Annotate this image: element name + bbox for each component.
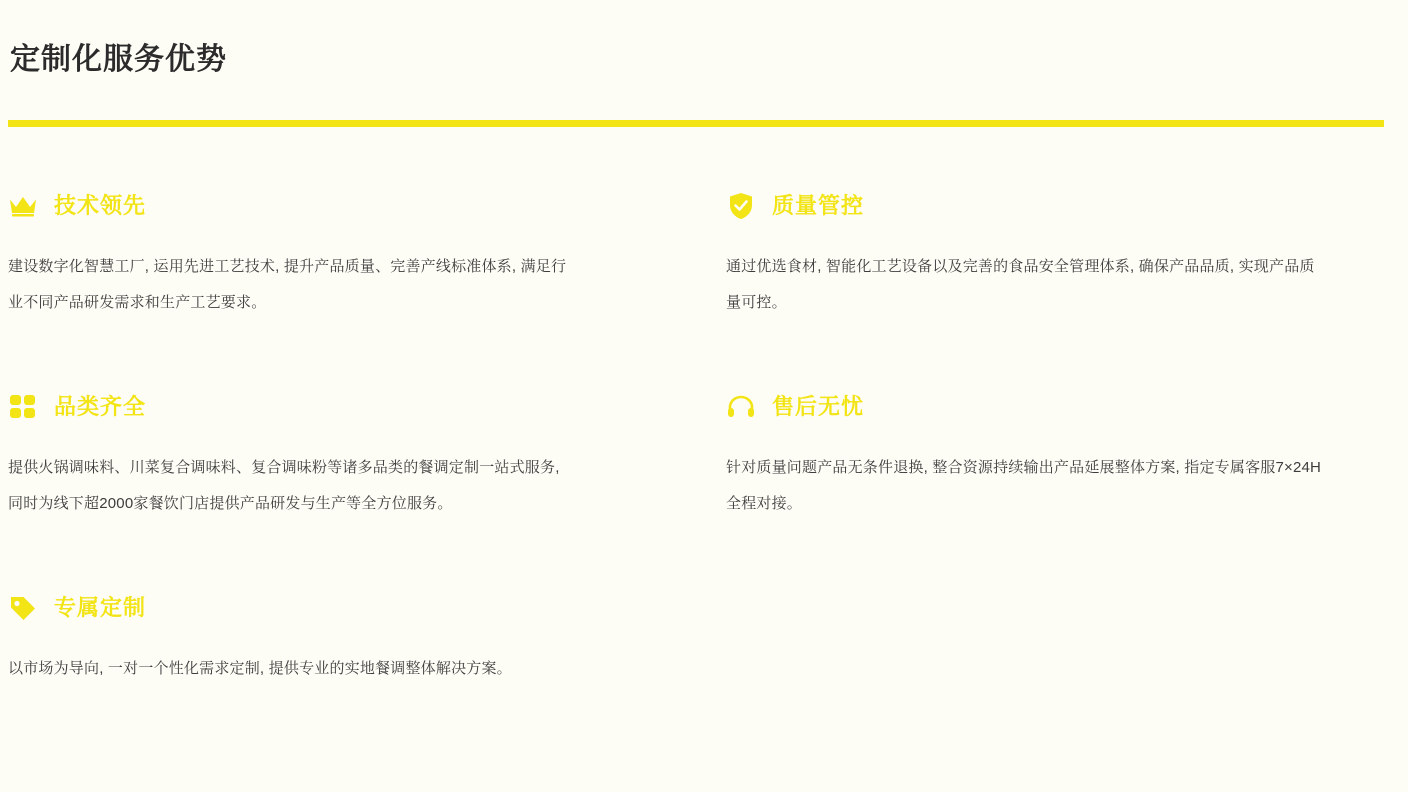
headset-icon (726, 392, 756, 422)
feature-title: 质量管控 (772, 193, 865, 218)
feature-item (8, 591, 726, 792)
page-title: 定制化服务优势 (10, 43, 227, 76)
title-underline-rule (8, 120, 1384, 127)
feature-header (8, 591, 686, 625)
tag-icon (8, 593, 38, 623)
feature-grid (8, 189, 1400, 792)
feature-item (8, 189, 726, 390)
feature-header (726, 390, 1344, 424)
feature-title: 专属定制 (54, 595, 147, 620)
feature-title: 品类齐全 (54, 394, 147, 419)
feature-header (8, 189, 686, 223)
feature-header (8, 390, 686, 424)
feature-title: 技术领先 (54, 193, 147, 218)
feature-description: 针对质量问题产品无条件退换, 整合资源持续输出产品延展整体方案, 指定专属客服7×24H全程对接。 (726, 459, 1322, 512)
feature-item (726, 189, 1384, 390)
grid-blocks-icon (8, 392, 38, 422)
feature-item (8, 390, 726, 591)
crown-icon (8, 191, 38, 221)
feature-item (726, 390, 1384, 591)
feature-description: 建设数字化智慧工厂, 运用先进工艺技术, 提升产品质量、完善产线标准体系, 满足行业不同产品研发需求和生产工艺要求。 (8, 258, 567, 311)
feature-title: 售后无忧 (772, 394, 865, 419)
feature-description: 通过优选食材, 智能化工艺设备以及完善的食品安全管理体系, 确保产品品质, 实现产品质量可控。 (726, 258, 1315, 311)
feature-header (726, 189, 1344, 223)
feature-description: 以市场为导向, 一对一个性化需求定制, 提供专业的实地餐调整体解决方案。 (8, 660, 512, 677)
shield-check-icon (726, 191, 756, 221)
feature-description: 提供火锅调味料、川菜复合调味料、复合调味粉等诸多品类的餐调定制一站式服务, 同时为线下超2000家餐饮门店提供产品研发与生产等全方位服务。 (8, 459, 560, 512)
